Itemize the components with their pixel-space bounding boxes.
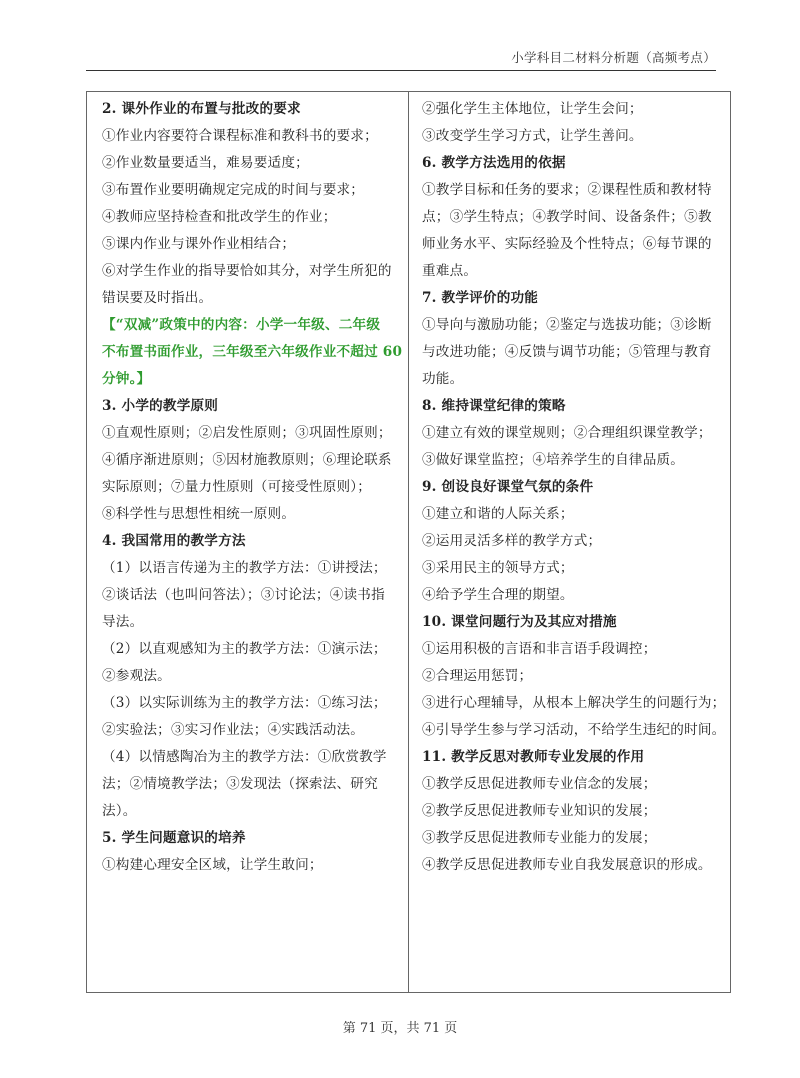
text-line: ⑥对学生作业的指导要恰如其分，对学生所犯的 bbox=[102, 263, 392, 279]
text-line: ①运用积极的言语和非言语手段调控； bbox=[422, 641, 657, 657]
text-line: ②强化学生主体地位，让学生会问； bbox=[422, 101, 643, 117]
text-line: ①教学反思促进教师专业信念的发展； bbox=[422, 776, 657, 792]
text-line: 与改进功能；④反馈与调节功能；⑤管理与教育 bbox=[422, 344, 712, 360]
text-line: （2）以直观感知为主的教学方法：①演示法； bbox=[102, 641, 387, 657]
text-line: 法；②情境教学法；③发现法（探索法、研究 bbox=[102, 776, 378, 792]
text-line: ④引导学生参与学习活动，不给学生违纪的时间。 bbox=[422, 722, 726, 738]
text-line: ②教学反思促进教师专业知识的发展； bbox=[422, 803, 657, 819]
text-line: ③进行心理辅导，从根本上解决学生的问题行为； bbox=[422, 695, 726, 711]
text-line: ③采用民主的领导方式； bbox=[422, 560, 574, 576]
text-line: ①导向与激励功能；②鉴定与选拔功能；③诊断 bbox=[422, 317, 712, 333]
section-heading: 8. 维持课堂纪律的策略 bbox=[422, 398, 566, 414]
text-line: （1）以语言传递为主的教学方法：①讲授法； bbox=[102, 560, 387, 576]
text-line: ③布置作业要明确规定完成的时间与要求； bbox=[102, 182, 365, 198]
section-heading: 7. 教学评价的功能 bbox=[422, 290, 539, 306]
text-line: ⑤课内作业与课外作业相结合； bbox=[102, 236, 296, 252]
header-title: 小学科目二材料分析题（高频考点） bbox=[511, 50, 716, 65]
text-line: ①直观性原则；②启发性原则；③巩固性原则； bbox=[102, 425, 392, 441]
text-line: （3）以实际训练为主的教学方法：①练习法； bbox=[102, 695, 387, 711]
text-line: ④给予学生合理的期望。 bbox=[422, 587, 574, 603]
text-line: ③做好课堂监控；④培养学生的自律品质。 bbox=[422, 452, 685, 468]
text-line: ⑧科学性与思想性相统一原则。 bbox=[102, 506, 296, 522]
section-heading: 6. 教学方法选用的依据 bbox=[422, 155, 566, 171]
section-heading: 3. 小学的教学原则 bbox=[102, 398, 219, 414]
page-header bbox=[86, 42, 716, 71]
text-line: ②谈话法（也叫问答法）；③讨论法；④读书指 bbox=[102, 587, 385, 603]
text-line: ②实验法；③实习作业法；④实践活动法。 bbox=[102, 722, 365, 738]
section-heading: 10. 课堂问题行为及其应对措施 bbox=[422, 614, 617, 630]
text-line: ③改变学生学习方式，让学生善问。 bbox=[422, 128, 643, 144]
highlight-note-line: 分钟。】 bbox=[102, 371, 151, 387]
text-line: ②运用灵活多样的教学方式； bbox=[422, 533, 602, 549]
section-heading: 2. 课外作业的布置与批改的要求 bbox=[102, 101, 301, 117]
text-line: ①教学目标和任务的要求；②课程性质和教材特 bbox=[422, 182, 712, 198]
text-line: （4）以情感陶冶为主的教学方法：①欣赏教学 bbox=[102, 749, 387, 765]
text-line: 重难点。 bbox=[422, 263, 478, 279]
text-line: 导法。 bbox=[102, 614, 144, 630]
text-line: ①建立有效的课堂规则；②合理组织课堂教学； bbox=[422, 425, 712, 441]
text-line: ①构建心理安全区域，让学生敢问； bbox=[102, 857, 323, 873]
text-line: ①建立和谐的人际关系； bbox=[422, 506, 574, 522]
text-line: ②合理运用惩罚； bbox=[422, 668, 533, 684]
text-line: 错误要及时指出。 bbox=[102, 290, 213, 306]
left-column bbox=[87, 92, 409, 992]
text-line: ②参观法。 bbox=[102, 668, 171, 684]
text-line: ②作业数量要适当，难易要适度； bbox=[102, 155, 309, 171]
text-line: ④教学反思促进教师专业自我发展意识的形成。 bbox=[422, 857, 712, 873]
text-line: 师业务水平、实际经验及个性特点；⑥每节课的 bbox=[422, 236, 712, 252]
highlight-note-line: 不布置书面作业，三年级至六年级作业不超过 60 bbox=[102, 344, 403, 360]
section-heading: 9. 创设良好课堂气氛的条件 bbox=[422, 479, 594, 495]
right-column bbox=[409, 92, 731, 992]
section-heading: 11. 教学反思对教师专业发展的作用 bbox=[422, 749, 645, 765]
content-table bbox=[86, 91, 731, 993]
text-line: ④教师应坚持检查和批改学生的作业； bbox=[102, 209, 337, 225]
page-footer: 第 71 页，共 71 页 bbox=[342, 1021, 458, 1036]
highlight-note-line: 【“双减”政策中的内容：小学一年级、二年级 bbox=[102, 317, 381, 333]
text-line: ④循序渐进原则；⑤因材施教原则；⑥理论联系 bbox=[102, 452, 392, 468]
text-line: ③教学反思促进教师专业能力的发展； bbox=[422, 830, 657, 846]
section-heading: 5. 学生问题意识的培养 bbox=[102, 830, 246, 846]
text-line: ①作业内容要符合课程标准和教科书的要求； bbox=[102, 128, 378, 144]
text-line: 点；③学生特点；④教学时间、设备条件；⑤教 bbox=[422, 209, 712, 225]
section-heading: 4. 我国常用的教学方法 bbox=[102, 533, 246, 549]
text-line: 法）。 bbox=[102, 803, 137, 819]
text-line: 实际原则；⑦量力性原则（可接受性原则）； bbox=[102, 479, 372, 495]
text-line: 功能。 bbox=[422, 371, 464, 387]
